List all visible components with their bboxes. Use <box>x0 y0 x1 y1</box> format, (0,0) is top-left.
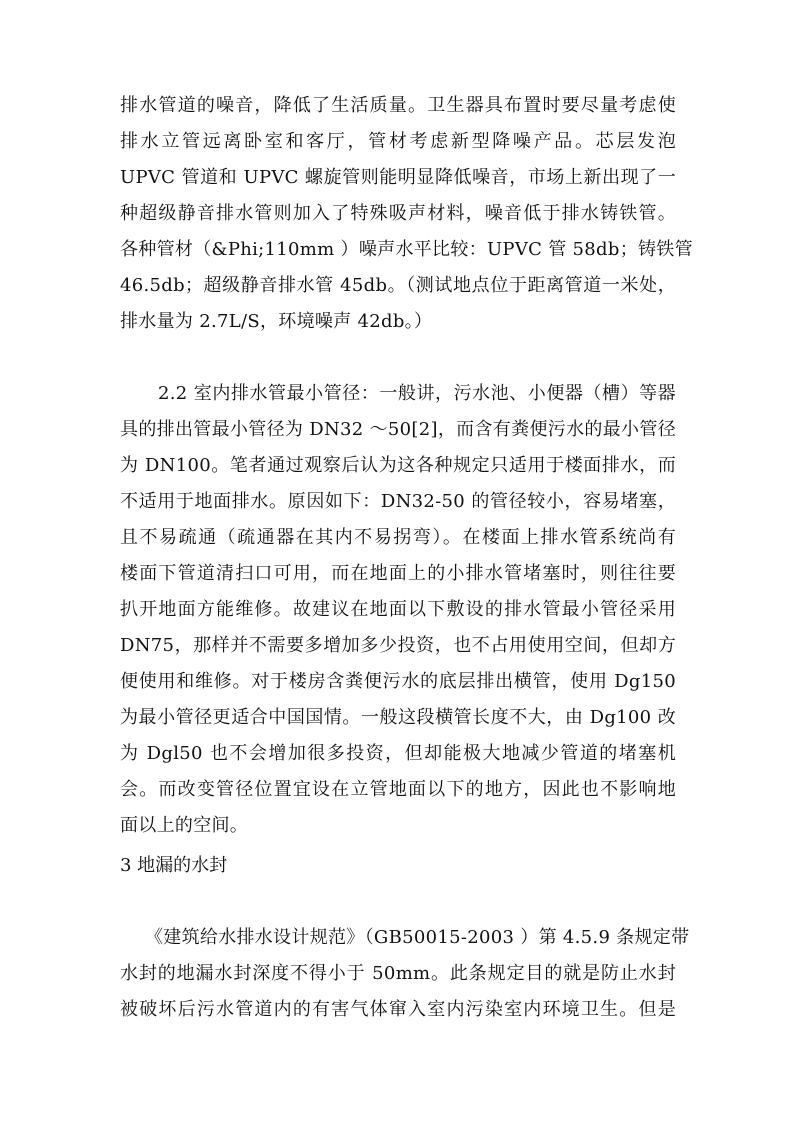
paragraph-2-line: 便使用和维修。对于楼房含粪便污水的底层排出横管，使用 Dg150 <box>120 671 676 692</box>
paragraph-2-line: 扒开地面方能维修。故建议在地面以下敷设的排水管最小管径采用 <box>120 599 676 620</box>
paragraph-1-line: UPVC 管道和 UPVC 螺旋管则能明显降低噪音，市场上新出现了一 <box>120 167 676 188</box>
paragraph-2-line: 为 Dgl50 也不会增加很多投资，但却能极大地减少管道的堵塞机 <box>120 743 676 764</box>
paragraph-2-line: 会。而改变管径位置宜设在立管地面以下的地方，因此也不影响地 <box>120 779 676 800</box>
paragraph-2-line: 不适用于地面排水。原因如下：DN32-50 的管径较小，容易堵塞， <box>120 491 676 512</box>
paragraph-2-line: 面以上的空间。 <box>120 815 249 836</box>
paragraph-1-line: 各种管材（&Phi;110mm ）噪声水平比较：UPVC 管 58db；铸铁管 <box>120 239 693 260</box>
paragraph-1-line: 排水管道的噪音，降低了生活质量。卫生器具布置时要尽量考虑使 <box>120 95 676 116</box>
section-heading: 3 地漏的水封 <box>120 855 228 876</box>
paragraph-2-line: 楼面下管道清扫口可用，而在地面上的小排水管堵塞时，则往往要 <box>120 563 676 584</box>
paragraph-2-line: DN75，那样并不需要多增加多少投资，也不占用使用空间，但却方 <box>120 635 676 656</box>
paragraph-2-line: 为最小管径更适合中国国情。一般这段横管长度不大，由 Dg100 改 <box>120 707 676 728</box>
paragraph-2-line: 2.2 室内排水管最小管径：一般讲，污水池、小便器（槽）等器 <box>158 383 676 404</box>
paragraph-3-line: 被破坏后污水管道内的有害气体窜入室内污染室内环境卫生。但是 <box>120 999 676 1020</box>
paragraph-3-line: 《建筑给水排水设计规范》（GB50015-2003 ）第 4.5.9 条规定带 <box>145 927 690 948</box>
paragraph-1-line: 种超级静音排水管则加入了特殊吸声材料，噪音低于排水铸铁管。 <box>120 203 676 224</box>
paragraph-1-line: 排水量为 2.7L/S，环境噪声 42db。） <box>120 311 433 332</box>
paragraph-1-line: 46.5db；超级静音排水管 45db。（测试地点位于距离管道一米处， <box>120 275 676 296</box>
paragraph-2-line: 为 DN100。笔者通过观察后认为这各种规定只适用于楼面排水，而 <box>120 455 676 476</box>
paragraph-3-line: 水封的地漏水封深度不得小于 50mm。此条规定目的就是防止水封 <box>120 963 676 984</box>
paragraph-2-line: 具的排出管最小管径为 DN32 ～50[2]，而含有粪便污水的最小管径 <box>120 419 676 440</box>
paragraph-2-line: 且不易疏通（疏通器在其内不易拐弯）。在楼面上排水管系统尚有 <box>120 527 676 548</box>
paragraph-1-line: 排水立管远离卧室和客厅，管材考虑新型降噪产品。芯层发泡 <box>120 131 676 152</box>
